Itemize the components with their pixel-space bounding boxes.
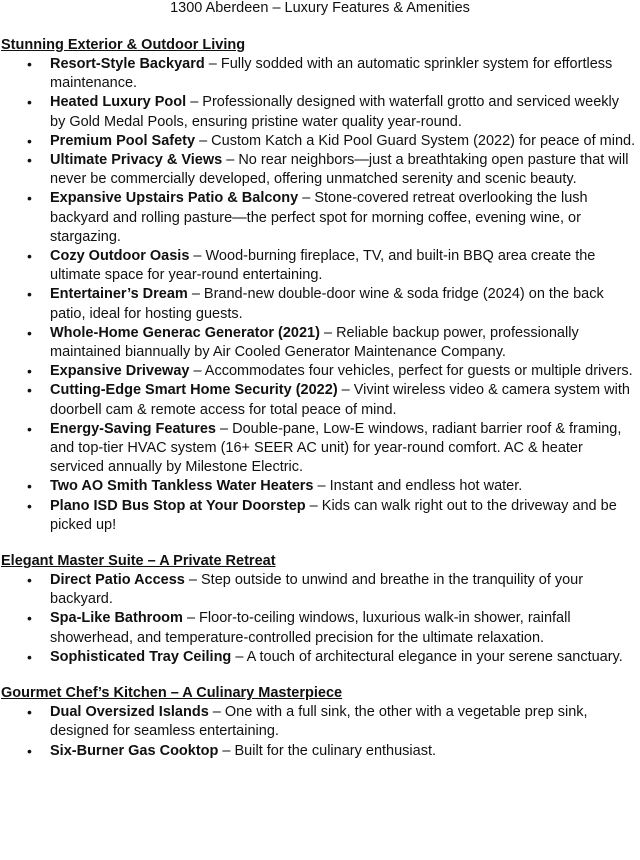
feature-term: Entertainer’s Dream bbox=[50, 286, 188, 303]
bullet-icon: • bbox=[27, 248, 32, 265]
feature-description: – Reliable backup power, professionally maintained biannually by Air Cooled Generator Maintenance Company. bbox=[50, 324, 579, 361]
bullet-icon: • bbox=[27, 190, 32, 207]
feature-description: – A touch of architectural elegance in your serene sanctuary. bbox=[231, 648, 623, 665]
feature-list bbox=[0, 571, 640, 667]
list-item bbox=[0, 571, 640, 609]
feature-term: Direct Patio Access bbox=[50, 572, 185, 589]
list-item bbox=[0, 648, 640, 667]
bullet-icon: • bbox=[27, 610, 32, 627]
feature-term: Plano ISD Bus Stop at Your Doorstep bbox=[50, 497, 306, 514]
bullet-icon: • bbox=[27, 497, 32, 514]
feature-term: Cutting-Edge Smart Home Security (2022) bbox=[50, 382, 338, 399]
feature-description: – Double-pane, Low-E windows, radiant barrier roof & framing, and top-tier HVAC system (16+ SEER AC unit) for year-round comfort. AC & heater serviced annually by Milestone Electric. bbox=[50, 420, 622, 476]
feature-term: Heated Luxury Pool bbox=[50, 94, 187, 111]
feature-description: – Professionally designed with waterfall grotto and serviced weekly by Gold Medal Pools, ensuring pristine water quality year-round. bbox=[50, 94, 619, 130]
feature-description: – Vivint wireless video & camera system with doorbell cam & remote access for total peace of mind. bbox=[50, 382, 630, 418]
feature-list bbox=[0, 703, 640, 761]
feature-term: Whole-Home Generac Generator (2021) bbox=[50, 324, 320, 341]
feature-description: – Stone-covered retreat overlooking the lush backyard and rolling pasture—the perfect spot for morning coffee, evening wine, or stargazing. bbox=[50, 190, 588, 245]
bullet-icon: • bbox=[27, 56, 32, 72]
feature-term: Two AO Smith Tankless Water Heaters bbox=[50, 478, 314, 495]
list-item bbox=[0, 247, 640, 285]
section-heading: Stunning Exterior & Outdoor Living bbox=[1, 37, 246, 53]
bullet-icon: • bbox=[27, 704, 32, 721]
feature-term: Energy-Saving Features bbox=[50, 420, 216, 437]
list-item bbox=[0, 93, 640, 131]
feature-term: Ultimate Privacy & Views bbox=[50, 152, 223, 169]
feature-description: – Instant and endless hot water. bbox=[313, 478, 523, 495]
page-title: 1300 Aberdeen – Luxury Features & Amenities bbox=[170, 0, 470, 16]
bullet-icon: • bbox=[27, 420, 32, 437]
list-item bbox=[0, 703, 640, 741]
feature-description: – Kids can walk right out to the driveway and be picked up! bbox=[50, 497, 617, 533]
feature-description: – No rear neighbors—just a breathtaking open pasture that will never be commercially developed, offering unmatched serenity and scenic beauty. bbox=[50, 152, 629, 188]
list-item bbox=[0, 324, 640, 362]
bullet-icon: • bbox=[27, 478, 32, 495]
section-heading: Elegant Master Suite – A Private Retreat bbox=[1, 553, 276, 570]
list-item bbox=[0, 189, 640, 247]
feature-description: – Fully sodded with an automatic sprinkler system for effortless maintenance. bbox=[50, 56, 613, 92]
list-item bbox=[0, 151, 640, 189]
feature-list bbox=[0, 55, 640, 535]
feature-description: – Brand-new double-door wine & soda fridge (2024) on the back patio, ideal for hosting guests. bbox=[50, 286, 604, 322]
feature-description: – Built for the culinary enthusiast. bbox=[218, 742, 437, 759]
bullet-icon: • bbox=[27, 648, 32, 665]
bullet-icon: • bbox=[27, 382, 32, 399]
feature-description: – Wood-burning fireplace, TV, and built-in BBQ area create the ultimate space for year-round entertaining. bbox=[50, 248, 596, 284]
feature-description: – Floor-to-ceiling windows, luxurious walk-in shower, rainfall showerhead, and temperature-controlled precision for the ultimate relaxation. bbox=[50, 610, 571, 646]
feature-description: – Accommodates four vehicles, perfect for guests or multiple drivers. bbox=[189, 363, 633, 380]
section-2 bbox=[0, 684, 640, 761]
bullet-icon: • bbox=[27, 363, 32, 380]
feature-term: Spa-Like Bathroom bbox=[50, 610, 183, 627]
feature-term: Expansive Upstairs Patio & Balcony bbox=[50, 190, 299, 207]
feature-term: Dual Oversized Islands bbox=[50, 704, 209, 721]
section-1 bbox=[0, 552, 640, 667]
feature-term: Expansive Driveway bbox=[50, 363, 190, 380]
feature-term: Premium Pool Safety bbox=[50, 132, 196, 149]
bullet-icon: • bbox=[27, 152, 32, 169]
feature-term: Resort-Style Backyard bbox=[50, 56, 205, 72]
list-item bbox=[0, 285, 640, 323]
bullet-icon: • bbox=[27, 132, 32, 149]
list-item bbox=[0, 742, 640, 761]
feature-term: Cozy Outdoor Oasis bbox=[50, 248, 190, 265]
list-item bbox=[0, 381, 640, 419]
bullet-icon: • bbox=[27, 324, 32, 341]
list-item bbox=[0, 477, 640, 496]
list-item bbox=[0, 420, 640, 478]
list-item bbox=[0, 55, 640, 93]
bullet-icon: • bbox=[27, 742, 32, 759]
list-item bbox=[0, 497, 640, 535]
feature-description: – Custom Katch a Kid Pool Guard System (2022) for peace of mind. bbox=[195, 132, 636, 149]
list-item bbox=[0, 132, 640, 151]
list-item bbox=[0, 362, 640, 381]
feature-description: – One with a full sink, the other with a vegetable prep sink, designed for seamless entertaining. bbox=[50, 704, 588, 740]
list-item bbox=[0, 609, 640, 647]
section-heading: Gourmet Chef’s Kitchen – A Culinary Masterpiece bbox=[1, 685, 343, 702]
bullet-icon: • bbox=[27, 572, 32, 589]
section-0 bbox=[0, 36, 640, 535]
feature-term: Six-Burner Gas Cooktop bbox=[50, 742, 219, 759]
feature-term: Sophisticated Tray Ceiling bbox=[50, 648, 232, 665]
bullet-icon: • bbox=[27, 94, 32, 111]
sections-container bbox=[0, 36, 640, 761]
bullet-icon: • bbox=[27, 286, 32, 303]
feature-description: – Step outside to unwind and breathe in the tranquility of your backyard. bbox=[50, 572, 584, 608]
